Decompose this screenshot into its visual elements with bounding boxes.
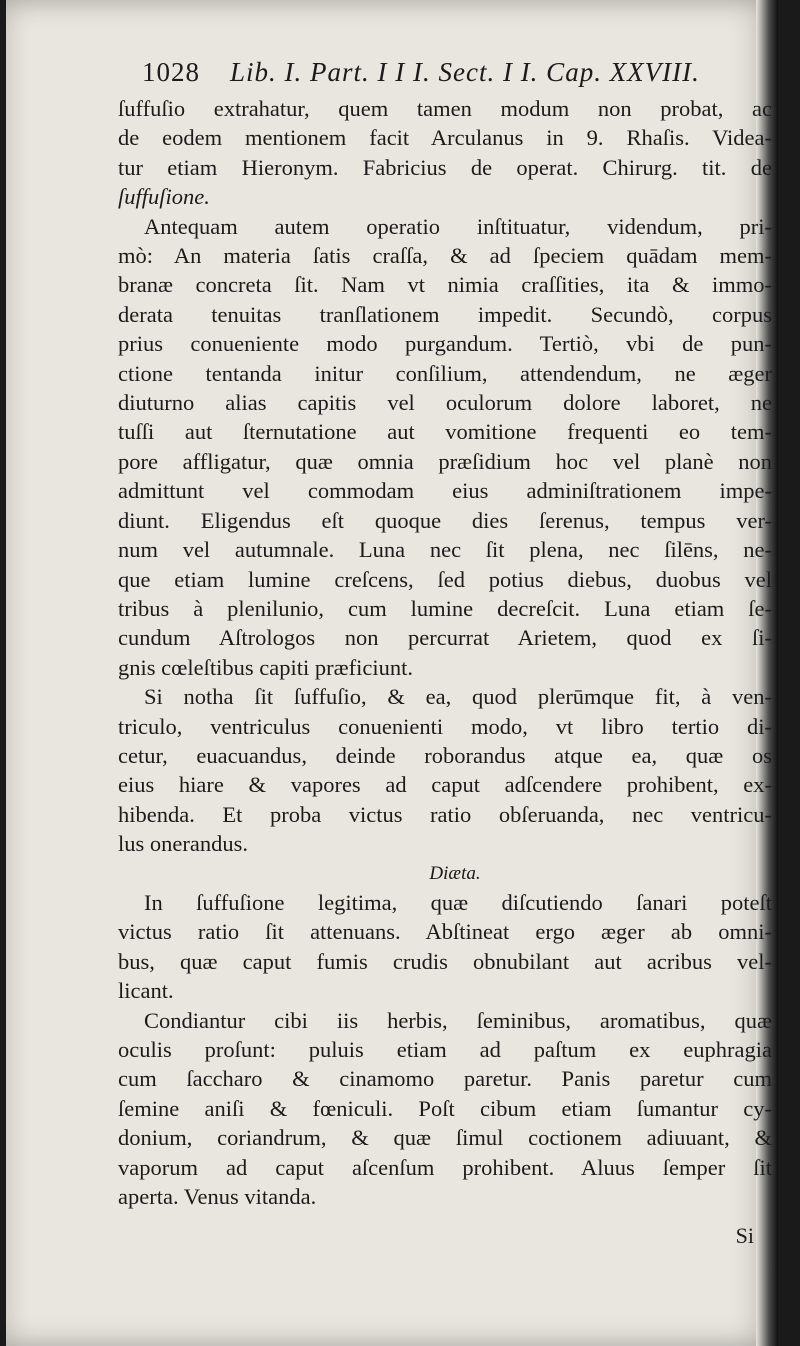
text-line: tribus à plenilunio, cum lumine decreſcit. Luna etiam ſe- xyxy=(118,595,772,621)
text-line: gnis cœleſtibus capiti præficiunt. xyxy=(118,654,413,680)
text-line: oculis proſunt: puluis etiam ad paſtum ex euphragia xyxy=(118,1037,772,1062)
text-line: aperta. Venus vitanda. xyxy=(118,1184,317,1210)
page-number: 1028 xyxy=(142,57,200,87)
text-line: tur etiam Hieronym. Fabricius de operat. Chirurg. tit. de xyxy=(118,154,772,180)
running-header xyxy=(142,50,772,94)
text-line: vaporum ad caput aſcenſum prohibent. Aluus ſemper ſit xyxy=(118,1154,772,1180)
running-title: Lib. I. Part. I I I. Sect. I I. Cap. XXVIII. xyxy=(230,57,700,87)
text-line: mò: An materia ſatis craſſa, & ad ſpeciem quādam mem- xyxy=(118,243,772,269)
text-line: Antequam autem operatio inſtituatur, videndum, pri- xyxy=(144,213,772,239)
text-line: pore affligatur, quæ omnia præſidium hoc vel planè non xyxy=(118,448,772,474)
catchword: Si xyxy=(735,1223,754,1249)
text-line: diuturno alias capitis vel oculorum dolore laboret, ne xyxy=(118,390,772,416)
text-line: cundum Aſtrologos non percurrat Arietem, quod ex ſi- xyxy=(118,625,772,651)
text-line: Si notha ſit ſuffuſio, & ea, quod plerūmque fit, à ven- xyxy=(144,684,772,710)
text-line: Condiantur cibi iis herbis, ſeminibus, aromatibus, quæ xyxy=(144,1007,772,1033)
text-line: derata tenuitas tranſlationem impedit. Secundò, corpus xyxy=(118,301,772,327)
text-line: prius conueniente modo purgandum. Tertiò, vbi de pun- xyxy=(118,331,772,357)
text-line: cetur, euacuandus, deinde roborandus atque ea, quæ os xyxy=(118,742,772,768)
text-line: branæ concreta ſit. Nam vt nimia craſſities, ita & immo- xyxy=(118,272,772,298)
text-line: ſemine aniſi & fœniculi. Poſt cibum etiam ſumantur cy- xyxy=(118,1095,772,1121)
text-line: ſuffuſio extrahatur, quem tamen modum non probat, ac xyxy=(118,96,772,121)
text-line: victus ratio ſit attenuans. Abſtineat ergo æger ab omni- xyxy=(118,919,772,945)
text-line: cum ſaccharo & cinamomo paretur. Panis paretur cum xyxy=(118,1066,772,1092)
text-line: diunt. Eligendus eſt quoque dies ſerenus, tempus ver- xyxy=(118,507,772,533)
body-text xyxy=(118,94,772,1211)
text-line: ſuffuſione. xyxy=(118,184,210,210)
text-line: tuſſi aut ſternutatione aut vomitione frequenti eo tem- xyxy=(118,419,772,445)
text-line: ctione tentanda initur conſilium, attendendum, ne æger xyxy=(118,360,772,386)
text-line: que etiam lumine creſcens, ſed potius diebus, duobus vel xyxy=(118,566,772,592)
text-line: donium, coriandrum, & quæ ſimul coctionem adiuuant, & xyxy=(118,1125,772,1151)
text-line: eius hiare & vapores ad caput adſcendere prohibent, ex- xyxy=(118,772,772,798)
book-page xyxy=(6,0,778,1346)
text-line: admittunt vel commodam eius adminiſtrationem impe- xyxy=(118,478,772,504)
text-line: In ſuffuſione legitima, quæ diſcutiendo ſanari poteſt xyxy=(144,889,772,915)
page-text-block xyxy=(118,50,772,1251)
text-line: de eodem mentionem facit Arculanus in 9. Rhaſis. Videa- xyxy=(118,125,772,151)
text-line: triculo, ventriculus conuenienti modo, vt libro tertio di- xyxy=(118,713,772,739)
text-line: lus onerandus. xyxy=(118,831,248,857)
section-heading: Diæta. xyxy=(429,862,481,884)
text-line: hibenda. Et proba victus ratio obſeruanda, nec ventricu- xyxy=(118,801,772,827)
text-line: num vel autumnale. Luna nec ſit plena, nec ſilēns, ne- xyxy=(118,537,772,563)
text-line: licant. xyxy=(118,978,174,1004)
text-line: bus, quæ caput fumis crudis obnubilant aut acribus vel- xyxy=(118,948,772,974)
